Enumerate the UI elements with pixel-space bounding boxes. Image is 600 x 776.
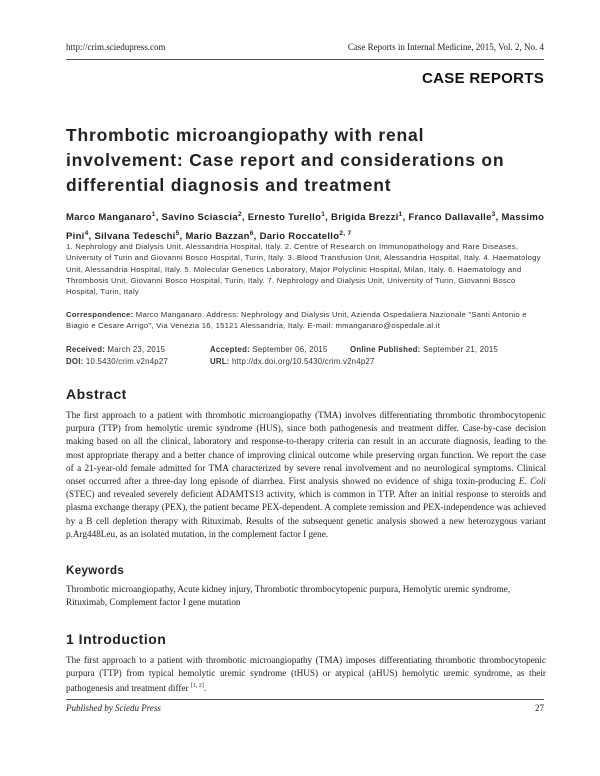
page-number: 27 — [535, 703, 544, 713]
keywords-text: Thrombotic microangiopathy, Acute kidney injury, Thrombotic thrombocytopenic purpura, Hemolytic uremic syndrome, Rituximab, Complement factor I gene mutation — [66, 584, 511, 608]
received-date: March 23, 2015 — [107, 345, 166, 354]
accepted-date: September 06, 2015 — [252, 345, 328, 354]
correspondence-text: Marco Manganaro. Address: Nephrology and Dialysis Unit, Azienda Ospedaliera Nazionale "Santi Antonio e Biagio e Cesare Arrigo", Via Venezia 16, 15121 Alessandria, Italy. E-mail: mmanganaro@ospedale.al.it — [66, 310, 527, 331]
keywords-heading: Keywords — [66, 565, 125, 577]
doi-value[interactable]: 10.5430/crim.v2n4p27 — [85, 356, 169, 366]
author: Mario Bazzan$^6$ — [185, 229, 254, 242]
publisher: Published by Sciedu Press — [66, 703, 161, 713]
running-header — [66, 42, 544, 60]
url-link[interactable]: http://dx.doi.org/10.5430/crim.v2n4p27 — [232, 356, 375, 366]
abstract-heading: Abstract — [66, 386, 127, 402]
article-title: Thrombotic microangiopathy with renal involvement: Case report and considerations on differential diagnosis and treatment — [66, 125, 505, 195]
introduction-heading: 1 Introduction — [66, 631, 167, 647]
correspondence — [66, 309, 546, 332]
citation[interactable]: [1, 2] — [190, 683, 204, 690]
journal-citation: Case Reports in Internal Medicine, 2015, Vol. 2, No. 4 — [347, 42, 544, 52]
accepted-label: Accepted: — [210, 345, 250, 354]
author: Silvana Tedeschi$^5$ — [94, 229, 180, 242]
article-dates — [66, 344, 546, 367]
author: Franco Dallavalle$^3$ — [408, 211, 496, 224]
journal-url[interactable]: http://crim.sciedupress.com — [66, 42, 166, 52]
author: Savino Sciascia$^2$ — [161, 211, 242, 224]
affiliations: 1. Nephrology and Dialysis Unit, Alessandria Hospital, Italy. 2. Centre of Research on Immunopathology and Rare Diseases, University of Turin and Giovanni Bosco Hospital, Turin, Italy. 3. Blood Transfusion Unit, Alessandria Hospital, Italy. 4. Haematology Unit, Alessandria Hospital, Italy. 5. Molecular Genetics Laboratory, Major Polyclinic Hospital, Milan, Italy. 6. Haematology and Thrombosis Unit, Giovanni Bosco Hospital, Turin, Italy. 7. Nephrology and Dialysis Unit, University of Turin, Giovanni Bosco Hospital, Turin, Italy — [66, 242, 541, 297]
author: Brigida Brezzi$^1$ — [331, 211, 403, 224]
author: Dario Roccatello$^{2, 7}$ — [259, 229, 352, 242]
author: Marco Manganaro$^1$ — [66, 211, 156, 224]
author-list: Marco Manganaro$^1$, Savino Sciascia$^2$, Ernesto Turello$^1$, Brigida Brezzi$^1$, Franco Dallavalle$^3$, Massimo Pini$^4$, Silvana Tedeschi$^5$, Mario Bazzan$^6$, Dario Roccatello$^{2, 7}$ — [66, 211, 545, 242]
received-label: Received: — [66, 345, 106, 354]
author: Ernesto Turello$^1$ — [247, 211, 326, 224]
correspondence-label: Correspondence: — [66, 310, 134, 319]
abstract-text: The first approach to a patient with thrombotic microangiopathy (TMA) involves differentiating thrombotic thrombocytopenic purpura (TTP) from hemolytic uremic syndrome (HUS), since both pathogenesis and treatment differ. Case-by-case decision making based on all the clinical, laboratory and response-to-therapy criteria can result in an accurate diagnosis, leading to the most appropriate therapy and a better chance of improving clinical outcome while preserving organ function. We report the case of a 21-year-old female admitted for TMA characterized by severe renal involvement and no neurological symptoms. Clinical onset occurred after a three-day long episode of diarrhea. First analysis showed no evidence of shiga toxin-producing E. Coli (STEC) and revealed severely deficient ADAMTS13 activity, which is common in TTP. After an initial response to steroids and plasma exchange therapy (PEX), the patient became PEX-dependent. A complete remission and PEX-independence was achieved by a B cell depletion therapy with Rituximab. Results of the subsequent genetic analysis showed a new heterozygous variant p.Arg448Leu, as an isolated mutation, in the complement factor I gene. — [66, 410, 546, 539]
introduction-text: The first approach to a patient with thrombotic microangiopathy (TMA) imposes differentiating thrombotic thrombocytopenic purpura (TTP) from typical hemolytic uremic syndrome (tHUS) or atypical (aHUS) hemolytic uremic syndrome, as their pathogenesis and treatment differ [1, 2]. — [66, 655, 546, 694]
author: Massimo Pini$^4$ — [66, 212, 545, 242]
doi-label: DOI: — [66, 356, 84, 366]
url-label: URL: — [210, 356, 230, 366]
online-date: September 21, 2015 — [422, 345, 499, 354]
section-label: CASE REPORTS — [422, 70, 544, 87]
online-label: Online Published: — [350, 345, 421, 354]
page-footer — [66, 699, 544, 713]
